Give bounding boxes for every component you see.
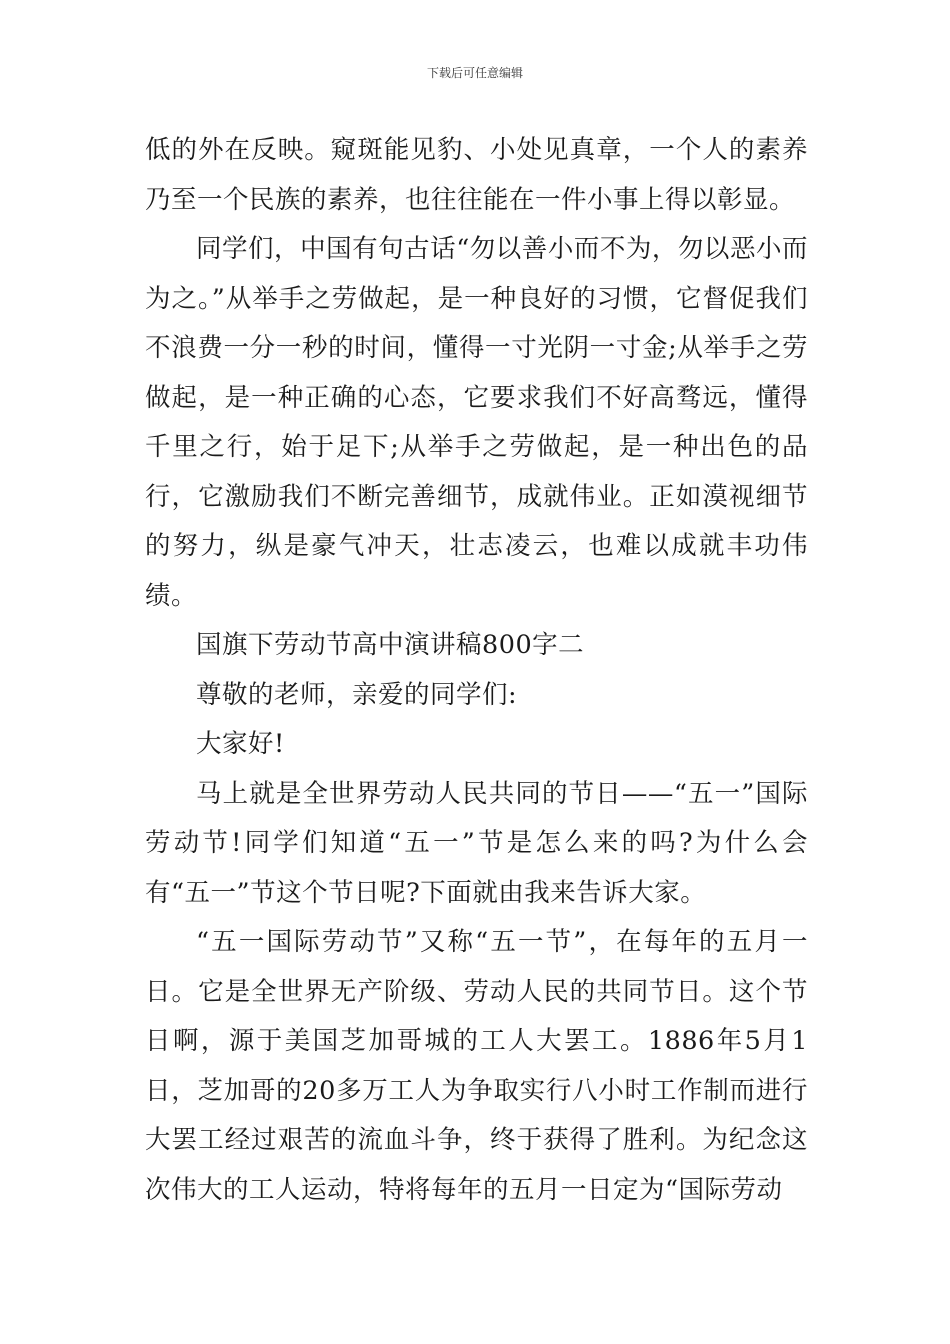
paragraph-history: “五一国际劳动节”又称“五一节”，在每年的五月一日。它是全世界无产阶级、劳动人民的共同节日。这个节日啊，源于美国芝加哥城的工人大罢工。1886年5月1日，芝加哥的20多万工人为争取实行八小时工作制而进行大罢工经过艰苦的流血斗争，终于获得了胜利。为纪念这次伟大的工人运动，特将每年的五月一日定为“国际劳动 xyxy=(145,927,808,1205)
greeting: 大家好! xyxy=(196,729,285,759)
salutation: 尊敬的老师，亲爱的同学们: xyxy=(196,679,518,710)
document-body xyxy=(145,126,808,1215)
paragraph-ancient-saying: 同学们，中国有句古话“勿以善小而不为，勿以恶小而为之。”从举手之劳做起，是一种良好的习惯，它督促我们不浪费一分一秒的时间，懂得一寸光阴一寸金;从举手之劳做起，是一种正确的心态，它要求我们不好高骛远，懂得千里之行，始于足下;从举手之劳做起，是一种出色的品行，它激励我们不断完善细节，成就伟业。正如漠视细节的努力，纵是豪气冲天，壮志凌云，也难以成就丰功伟绩。 xyxy=(145,234,808,611)
page-header: 下载后可任意编辑 xyxy=(426,66,523,80)
paragraph-intro: 马上就是全世界劳动人民共同的节日——“五一”国际劳动节!同学们知道“五一”节是怎么来的吗?为什么会有“五一”节这个节日呢?下面就由我来告诉大家。 xyxy=(145,778,808,908)
paragraph-continuation: 低的外在反映。窥斑能见豹、小处见真章，一个人的素养乃至一个民族的素养，也往往能在一件小事上得以彰显。 xyxy=(145,135,808,215)
section-title: 国旗下劳动节高中演讲稿800字二 xyxy=(196,630,585,660)
